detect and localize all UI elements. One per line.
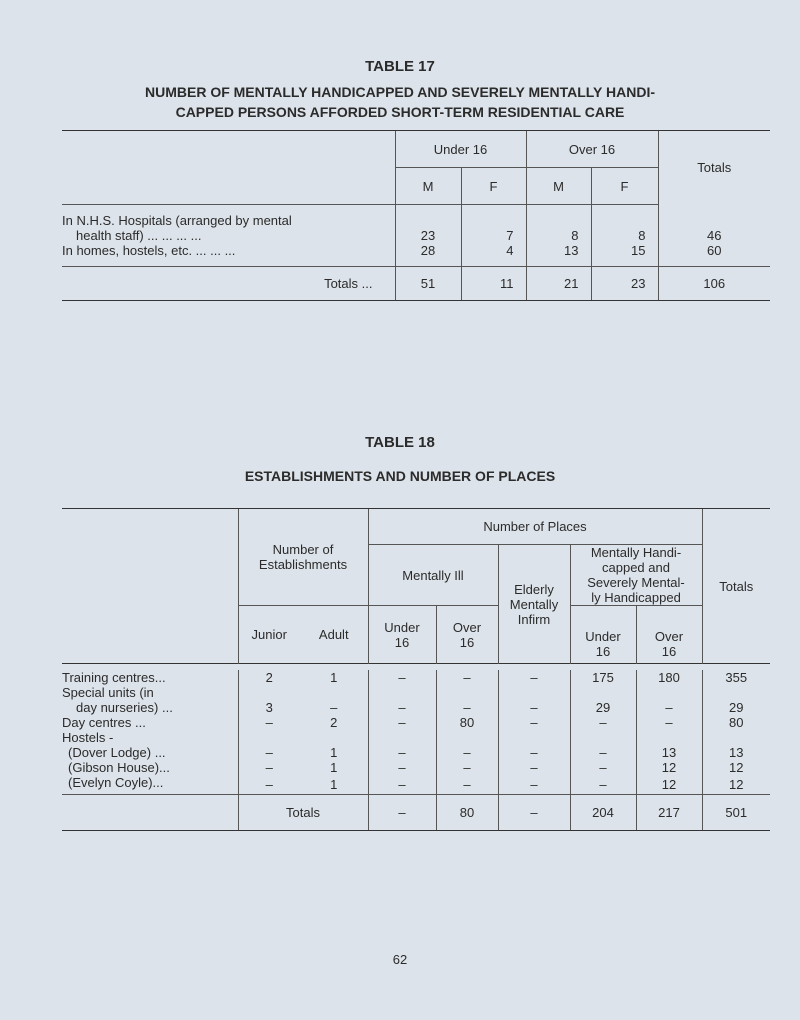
cell-value: 7 <box>461 205 526 244</box>
cell-value: 15 <box>591 243 658 267</box>
cell-value: – <box>436 745 498 760</box>
row-label: (Evelyn Coyle)... <box>68 775 164 790</box>
cell-value: 355 <box>702 670 770 685</box>
cell-value: 29 <box>570 700 636 715</box>
cell-value: 2 <box>238 670 300 685</box>
cell-value: – <box>368 715 436 730</box>
cell-value: – <box>238 760 300 775</box>
cell-value: 106 <box>658 267 770 301</box>
cell-value: – <box>636 715 702 730</box>
table-row <box>62 745 770 760</box>
cell-value: 13 <box>636 745 702 760</box>
cell-value: 51 <box>395 267 461 301</box>
header-num-establishments: Number of <box>272 542 334 557</box>
cell-value: 2 <box>330 715 338 730</box>
header-m: M <box>395 168 461 205</box>
header-elderly: Infirm <box>517 611 551 627</box>
table-row <box>62 730 770 745</box>
row-label: (Dover Lodge) ... <box>68 745 166 760</box>
totals-label: Totals ... <box>62 267 395 301</box>
cell-value: – <box>368 700 436 715</box>
table17 <box>62 130 770 301</box>
cell-value: 13 <box>702 745 770 760</box>
cell-value: 23 <box>591 267 658 301</box>
cell-value: 12 <box>702 775 770 795</box>
header-under16: Under 16 <box>395 131 526 168</box>
header-over16: 16 <box>459 634 475 650</box>
cell-value: 8 <box>526 205 591 244</box>
cell-value: – <box>436 760 498 775</box>
cell-value: – <box>238 715 300 730</box>
cell-value: – <box>570 745 636 760</box>
cell-value: 8 <box>591 205 658 244</box>
cell-value: 4 <box>461 243 526 267</box>
cell-value: 46 <box>658 205 770 244</box>
cell-value: – <box>436 775 498 795</box>
cell-value: – <box>238 775 300 795</box>
cell-value: – <box>436 700 498 715</box>
cell-value: 1 <box>330 670 338 685</box>
table18-label: TABLE 18 <box>365 434 435 451</box>
cell-value: – <box>330 700 338 715</box>
header-over16: Over <box>654 629 684 644</box>
cell-value: 12 <box>636 775 702 795</box>
table-row <box>62 685 770 700</box>
header-adult: Adult <box>300 606 368 664</box>
cell-value: – <box>498 670 570 685</box>
cell-value: 11 <box>461 267 526 301</box>
header-mentally-handicapped: Mentally Handi- <box>590 545 682 560</box>
cell-value: 80 <box>436 715 498 730</box>
row-label-pre: Hostels - <box>62 730 114 745</box>
cell-value: – <box>436 670 498 685</box>
header-mentally-handicapped: Severely Mental- <box>587 575 685 590</box>
row-label: day nurseries) ... <box>76 700 173 715</box>
cell-value: – <box>498 795 570 831</box>
cell-value: 3 <box>238 700 300 715</box>
cell-value: – <box>368 670 436 685</box>
table-row <box>62 243 770 267</box>
cell-value: 60 <box>658 243 770 267</box>
table-row <box>62 205 770 244</box>
header-num-establishments: Establishments <box>258 557 348 572</box>
cell-value: 29 <box>702 700 770 715</box>
header-junior: Junior <box>238 606 300 664</box>
header-elderly: Elderly <box>514 581 554 597</box>
table-row <box>62 760 770 775</box>
table-row <box>62 700 770 715</box>
cell-value: 80 <box>702 715 770 730</box>
cell-value: – <box>570 775 636 795</box>
cell-value: 13 <box>526 243 591 267</box>
row-label: In homes, hostels, etc. ... ... ... <box>62 243 395 267</box>
cell-value: 217 <box>636 795 702 831</box>
cell-value: 501 <box>702 795 770 831</box>
table17-label: TABLE 17 <box>365 58 435 75</box>
cell-value: – <box>498 700 570 715</box>
header-over16: 16 <box>661 644 677 659</box>
cell-value: 1 <box>330 745 338 760</box>
page-number: 62 <box>392 952 408 967</box>
header-mentally-handicapped: ly Handicapped <box>591 590 681 605</box>
cell-value: 1 <box>330 760 338 775</box>
table18 <box>62 508 770 831</box>
row-label: health staff) ... ... ... ... <box>76 228 202 243</box>
header-f: F <box>461 168 526 205</box>
cell-value: – <box>570 715 636 730</box>
table-row <box>62 670 770 685</box>
header-under16: Under <box>585 629 621 644</box>
cell-value: 21 <box>526 267 591 301</box>
header-elderly: Mentally <box>509 596 559 612</box>
cell-value: – <box>498 715 570 730</box>
cell-value: – <box>238 745 300 760</box>
cell-value: – <box>368 795 436 831</box>
cell-value: 204 <box>570 795 636 831</box>
cell-value: 23 <box>395 205 461 244</box>
cell-value: – <box>498 745 570 760</box>
cell-value: – <box>570 760 636 775</box>
header-totals: Totals <box>702 509 770 664</box>
table-row <box>62 715 770 730</box>
cell-value: 180 <box>636 670 702 685</box>
table-row <box>62 775 770 795</box>
cell-value: 1 <box>330 777 338 792</box>
cell-value: 28 <box>395 243 461 267</box>
header-mentally-handicapped: capped and <box>602 560 670 575</box>
totals-row <box>62 795 770 831</box>
header-number-of-places: Number of Places <box>368 509 702 545</box>
table18-title: ESTABLISHMENTS AND NUMBER OF PLACES <box>244 468 556 484</box>
cell-value: 175 <box>570 670 636 685</box>
header-over16: Over <box>452 619 482 635</box>
header-m: M <box>526 168 591 205</box>
header-f: F <box>591 168 658 205</box>
cell-value: – <box>368 760 436 775</box>
totals-label: Totals <box>238 795 368 831</box>
cell-value: – <box>498 760 570 775</box>
cell-value: – <box>636 700 702 715</box>
header-under16: 16 <box>595 644 611 659</box>
header-mentally-ill: Mentally Ill <box>368 545 498 606</box>
row-label: Day centres ... <box>62 715 146 730</box>
cell-value: – <box>498 775 570 795</box>
header-under16: 16 <box>394 634 410 650</box>
cell-value: 12 <box>702 760 770 775</box>
row-label: (Gibson House)... <box>68 760 170 775</box>
header-over16: Over 16 <box>526 131 658 168</box>
cell-value: – <box>368 745 436 760</box>
row-label-pre: Special units (in <box>62 685 154 700</box>
cell-value: 80 <box>436 795 498 831</box>
totals-row <box>62 267 770 301</box>
header-under16: Under <box>384 619 420 635</box>
cell-value: 12 <box>636 760 702 775</box>
row-label: In N.H.S. Hospitals (arranged by mental <box>62 213 292 228</box>
table17-title-line1: NUMBER OF MENTALLY HANDICAPPED AND SEVERELY MENTALLY HANDI- <box>144 84 655 100</box>
table17-title-line2: CAPPED PERSONS AFFORDED SHORT-TERM RESIDENTIAL CARE <box>175 104 625 120</box>
cell-value: – <box>368 775 436 795</box>
header-totals: Totals <box>658 131 770 205</box>
row-label: Training centres... <box>62 670 166 685</box>
